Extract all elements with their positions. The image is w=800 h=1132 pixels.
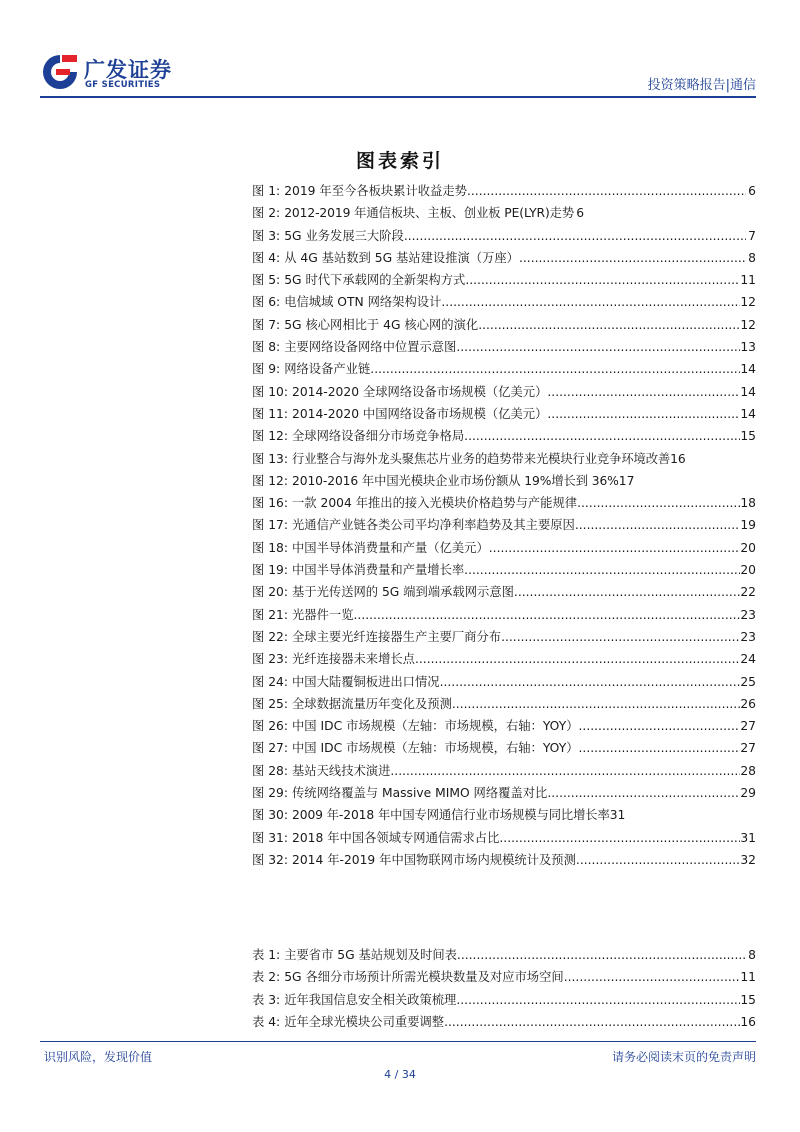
dot-leader [576, 853, 740, 867]
figure-title: 行业整合与海外龙头聚焦芯片业务的趋势带来光模块行业竞争环境改善 [292, 451, 671, 466]
figure-title: 一款 2004 年推出的接入光模块价格趋势与产能规律 [292, 496, 578, 511]
table-title: 近年全球光模块公司重要调整 [284, 1014, 445, 1029]
figure-entry[interactable] [252, 337, 756, 359]
figure-entry[interactable] [252, 292, 756, 314]
figure-label: 图 31: [252, 830, 288, 845]
figure-entry[interactable] [252, 315, 756, 337]
figure-page-number: 17 [618, 473, 635, 488]
dot-leader [519, 251, 746, 265]
figure-label: 图 17: [252, 518, 288, 533]
figure-page-number: 12 [740, 295, 756, 310]
figure-title: 2014 年-2019 年中国物联网市场内规模统计及预测 [292, 852, 576, 867]
dot-leader [390, 764, 740, 778]
figure-entry[interactable] [252, 605, 756, 627]
dot-leader [464, 563, 740, 577]
page-number: 4 / 34 [384, 1068, 416, 1081]
figure-title: 5G 业务发展三大阶段 [284, 228, 404, 243]
figure-label: 图 28: [252, 763, 288, 778]
figure-entry[interactable] [252, 382, 756, 404]
figure-label: 图 9: [252, 362, 281, 377]
logo-text-en: GF SECURITIES [85, 80, 161, 90]
figure-title: 中国半导体消费量和产量（亿美元） [292, 540, 489, 555]
dot-leader [464, 429, 740, 443]
dot-leader [456, 993, 740, 1007]
figure-entry[interactable] [252, 850, 756, 872]
figure-label: 图 22: [252, 629, 288, 644]
figure-page-number: 29 [740, 786, 756, 801]
dot-leader [465, 273, 740, 287]
figure-label: 图 19: [252, 563, 288, 578]
table-label: 表 2: [252, 970, 281, 985]
dot-leader [501, 630, 740, 644]
figure-page-number: 20 [740, 540, 756, 555]
figure-page-number: 23 [740, 607, 756, 622]
figure-title: 基于光传送网的 5G 端到端承载网示意图 [292, 585, 514, 600]
figure-title: 传统网络覆盖与 Massive MIMO 网络覆盖对比 [292, 786, 548, 801]
figure-label: 图 3: [252, 228, 281, 243]
figure-page-number: 6 [576, 206, 585, 221]
figure-title: 2014-2020 全球网络设备市场规模（亿美元） [292, 384, 548, 399]
figure-title: 中国 IDC 市场规模（左轴：市场规模，右轴：YOY） [292, 719, 579, 734]
figure-entry[interactable] [252, 359, 756, 381]
table-title: 5G 各细分市场预计所需光模块数量及对应市场空间 [284, 970, 564, 985]
figure-label: 图 12: [252, 429, 288, 444]
figure-entry[interactable] [252, 203, 756, 225]
figure-label: 图 7: [252, 317, 281, 332]
figure-label: 图 4: [252, 250, 281, 265]
figure-entry[interactable] [252, 226, 756, 248]
figure-entry[interactable] [252, 805, 756, 827]
table-page-number: 11 [740, 970, 756, 985]
report-type: 投资策略报告|通信 [647, 78, 756, 93]
table-label: 表 3: [252, 992, 281, 1007]
figure-label: 图 10: [252, 384, 288, 399]
figure-title: 电信城域 OTN 网络架构设计 [284, 295, 442, 310]
figure-page-number: 23 [740, 629, 756, 644]
figure-title: 2019 年至今各板块累计收益走势 [284, 184, 467, 198]
figure-page-number: 32 [740, 852, 756, 867]
figure-entry[interactable] [252, 582, 756, 604]
figure-title: 光纤连接器未来增长点 [292, 652, 415, 667]
figure-title: 2009 年-2018 年中国专网通信行业市场规模与同比增长率 [292, 808, 610, 823]
table-page-number: 15 [740, 992, 756, 1007]
figure-label: 图 12: [252, 473, 288, 488]
table-label: 表 4: [252, 1014, 281, 1029]
figure-index-list [252, 181, 756, 872]
figure-entry[interactable] [252, 404, 756, 426]
figure-label: 图 5: [252, 273, 281, 288]
figure-page-number: 11 [740, 273, 756, 288]
figure-title: 5G 时代下承载网的全新架构方式 [284, 273, 466, 288]
figure-entry[interactable] [252, 627, 756, 649]
figure-label: 图 11: [252, 406, 288, 421]
figure-page-number: 27 [740, 719, 756, 734]
figure-entry[interactable] [252, 761, 756, 783]
dot-leader [575, 518, 741, 532]
figure-entry[interactable] [252, 828, 756, 850]
figure-label: 图 1: [252, 184, 281, 198]
table-page-number: 16 [740, 1014, 756, 1029]
figure-page-number: 31 [609, 808, 626, 823]
table-entry[interactable] [252, 1012, 756, 1034]
figure-page-number: 8 [748, 250, 756, 265]
table-label: 表 1: [252, 948, 281, 962]
figure-entry[interactable] [252, 493, 756, 515]
figure-entry[interactable] [252, 672, 756, 694]
figure-page-number: 18 [740, 496, 756, 511]
figure-page-number: 27 [740, 741, 756, 756]
figure-entry[interactable] [252, 248, 756, 270]
figure-label: 图 26: [252, 719, 288, 734]
dot-leader [404, 229, 746, 243]
dot-leader [579, 719, 741, 733]
figure-page-number: 20 [740, 563, 756, 578]
figure-entry[interactable] [252, 449, 756, 471]
figure-page-number: 14 [740, 362, 756, 377]
figure-page-number: 7 [748, 228, 756, 243]
figure-title: 2010-2016 年中国光模块企业市场份额从 19%增长到 36% [292, 473, 619, 488]
figure-page-number: 16 [670, 451, 686, 466]
figure-label: 图 29: [252, 786, 288, 801]
figure-title: 2014-2020 中国网络设备市场规模（亿美元） [292, 406, 548, 421]
figure-title: 网络设备产业链 [284, 362, 371, 377]
dot-leader [499, 831, 740, 845]
figure-page-number: 26 [740, 696, 756, 711]
figure-label: 图 27: [252, 741, 288, 756]
figure-label: 图 16: [252, 496, 288, 511]
figure-title: 全球网络设备细分市场竞争格局 [292, 429, 465, 444]
dot-leader [456, 340, 740, 354]
footer-slogan: 识别风险，发现价值 [44, 1050, 153, 1064]
figure-label: 图 6: [252, 295, 281, 310]
figure-label: 图 21: [252, 607, 288, 622]
dot-leader [547, 385, 740, 399]
page-header [0, 0, 800, 110]
table-title: 近年我国信息安全相关政策梳理 [284, 992, 457, 1007]
figure-page-number: 14 [740, 406, 756, 421]
figure-page-number: 6 [748, 184, 756, 198]
figure-entry[interactable] [252, 426, 756, 448]
dot-leader [478, 318, 740, 332]
figure-title: 从 4G 基站数到 5G 基站建设推演（万座） [284, 250, 519, 265]
figure-label: 图 23: [252, 652, 288, 667]
figure-entry[interactable] [252, 471, 756, 493]
figure-entry[interactable] [252, 649, 756, 671]
dot-leader [547, 786, 740, 800]
figure-title: 基站天线技术演进 [292, 763, 391, 778]
figure-page-number: 14 [740, 384, 756, 399]
figure-label: 图 13: [252, 451, 288, 466]
figure-title: 中国半导体消费量和产量增长率 [292, 563, 465, 578]
toc-title: 图表索引 [355, 150, 444, 172]
figure-title: 光器件一览 [292, 607, 354, 622]
figure-title: 2012-2019 年通信板块、主板、创业板 PE(LYR)走势 [284, 206, 575, 221]
company-logo [40, 50, 180, 96]
table-index-list [252, 945, 756, 1034]
dot-leader [514, 585, 740, 599]
figure-title: 全球数据流量历年变化及预测 [292, 696, 452, 711]
figure-title: 主要网络设备网络中位置示意图 [284, 340, 457, 355]
figure-page-number: 24 [740, 652, 756, 667]
footer-divider [40, 1041, 756, 1042]
figure-entry[interactable] [252, 738, 756, 760]
figure-label: 图 20: [252, 585, 288, 600]
figure-title: 光通信产业链各类公司平均净利率趋势及其主要原因 [292, 518, 575, 533]
header-divider [40, 96, 756, 98]
figure-page-number: 22 [740, 585, 756, 600]
dot-leader [441, 295, 740, 309]
dot-leader [457, 948, 746, 962]
figure-page-number: 31 [740, 830, 756, 845]
table-title: 主要省市 5G 基站规划及时间表 [284, 948, 457, 962]
table-entry[interactable] [252, 990, 756, 1012]
figure-label: 图 24: [252, 674, 288, 689]
figure-title: 全球主要光纤连接器生产主要厂商分布 [292, 629, 502, 644]
dot-leader [564, 970, 741, 984]
figure-page-number: 13 [740, 340, 756, 355]
figure-entry[interactable] [252, 694, 756, 716]
figure-page-number: 25 [740, 674, 756, 689]
figure-entry[interactable] [252, 538, 756, 560]
dot-leader [467, 184, 746, 198]
footer-disclaimer-note: 请务必阅读末页的免责声明 [611, 1050, 756, 1064]
figure-page-number: 15 [740, 429, 756, 444]
logo-text-cn: 广发证券 [84, 58, 172, 82]
figure-entry[interactable] [252, 270, 756, 292]
figure-label: 图 30: [252, 808, 288, 823]
figure-entry[interactable] [252, 783, 756, 805]
figure-label: 图 2: [252, 206, 281, 221]
figure-page-number: 19 [740, 518, 756, 533]
dot-leader [577, 496, 740, 510]
dot-leader [354, 608, 741, 622]
figure-title: 2018 年中国各领域专网通信需求占比 [292, 830, 500, 845]
figure-label: 图 18: [252, 540, 288, 555]
figure-entry[interactable] [252, 515, 756, 537]
dot-leader [415, 652, 740, 666]
table-entry[interactable] [252, 967, 756, 989]
figure-title: 中国 IDC 市场规模（左轴：市场规模，右轴：YOY） [292, 741, 579, 756]
figure-entry[interactable] [252, 181, 756, 203]
dot-leader [444, 1015, 740, 1029]
dot-leader [579, 741, 741, 755]
figure-entry[interactable] [252, 560, 756, 582]
figure-title: 中国大陆覆铜板进出口情况 [292, 674, 440, 689]
dot-leader [452, 697, 740, 711]
figure-label: 图 8: [252, 340, 281, 355]
table-page-number: 8 [748, 948, 756, 962]
dot-leader [547, 407, 740, 421]
table-entry[interactable] [252, 945, 756, 967]
gf-logo-icon [40, 52, 80, 92]
dot-leader [489, 541, 741, 555]
figure-page-number: 28 [740, 763, 756, 778]
dot-leader [370, 362, 740, 376]
figure-page-number: 12 [740, 317, 756, 332]
figure-label: 图 25: [252, 696, 288, 711]
figure-title: 5G 核心网相比于 4G 核心网的演化 [284, 317, 479, 332]
figure-label: 图 32: [252, 852, 288, 867]
figure-entry[interactable] [252, 716, 756, 738]
dot-leader [440, 675, 741, 689]
